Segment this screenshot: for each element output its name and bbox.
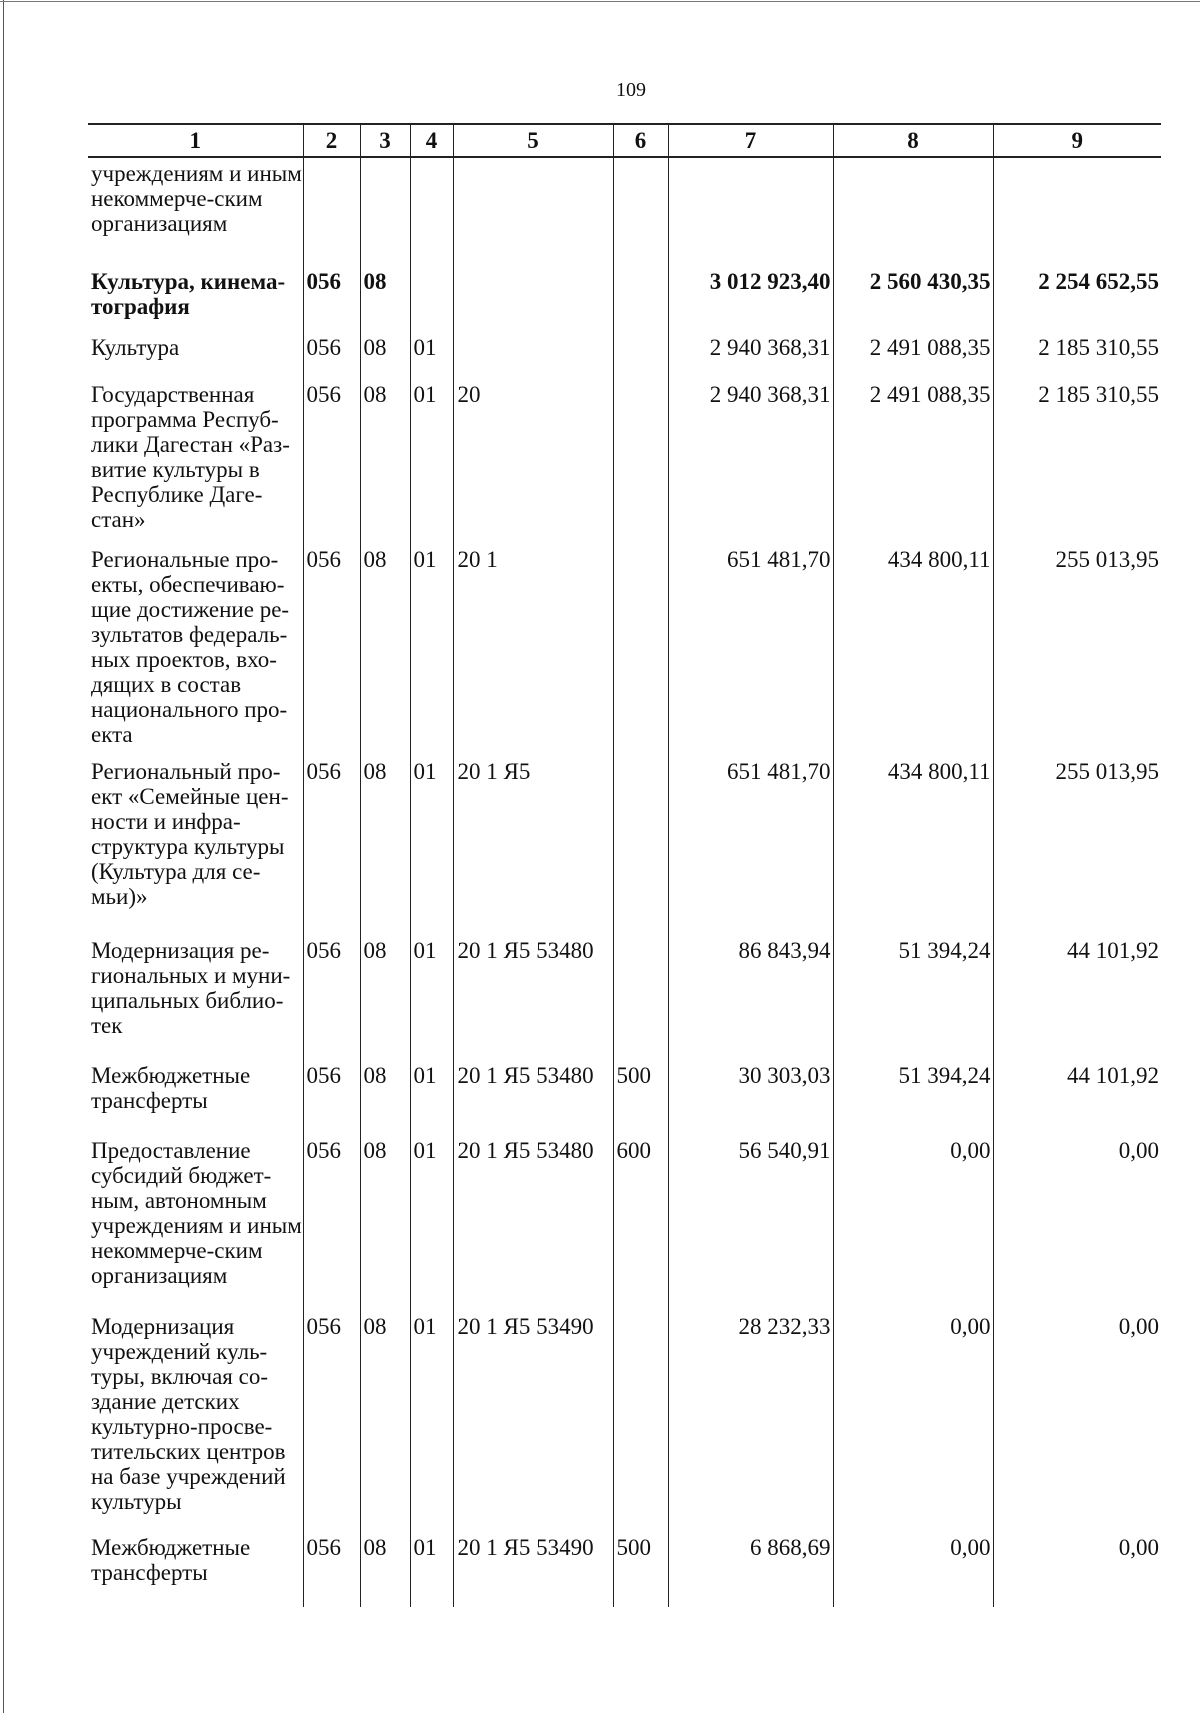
- row-expense-type: [613, 747, 668, 927]
- table-row: [88, 1523, 1161, 1607]
- row-amount-year-1: 3 012 923,40: [668, 265, 833, 329]
- row-amount-year-3: 44 101,92: [993, 927, 1161, 1052]
- row-name: Межбюджетные трансферты: [91, 1063, 251, 1113]
- row-amount-year-2: 0,00: [833, 1302, 993, 1523]
- row-section-code: 08: [360, 376, 410, 537]
- table-row: [88, 1302, 1161, 1523]
- row-ministry-code: 056: [303, 265, 360, 329]
- row-amount-year-1: 2 940 368,31: [668, 329, 833, 376]
- row-amount-year-2: 434 800,11: [833, 747, 993, 927]
- row-name: Региональный про-ект «Семейные цен-ности и инфра-структура культуры (Культура для се-мьи)»: [91, 759, 289, 909]
- row-ministry-code: [303, 157, 360, 265]
- row-section-code: 08: [360, 1052, 410, 1129]
- row-expense-type: 500: [613, 1523, 668, 1607]
- row-amount-year-3: 2 185 310,55: [993, 376, 1161, 537]
- row-expense-type: 500: [613, 1052, 668, 1129]
- row-target-article: 20 1 Я5: [453, 747, 613, 927]
- row-section-code: 08: [360, 1129, 410, 1302]
- row-amount-year-3: 2 254 652,55: [993, 265, 1161, 329]
- row-amount-year-1: 30 303,03: [668, 1052, 833, 1129]
- row-subsection-code: [410, 157, 453, 265]
- row-amount-year-2: 434 800,11: [833, 537, 993, 747]
- row-subsection-code: 01: [410, 1523, 453, 1607]
- scan-edge-left: [3, 0, 4, 1713]
- header-col-7: 7: [668, 124, 833, 157]
- table-row: [88, 157, 1161, 265]
- row-section-code: 08: [360, 537, 410, 747]
- row-target-article: [453, 265, 613, 329]
- row-expense-type: [613, 329, 668, 376]
- row-amount-year-2: 51 394,24: [833, 1052, 993, 1129]
- row-ministry-code: 056: [303, 1129, 360, 1302]
- row-subsection-code: [410, 265, 453, 329]
- row-amount-year-3: 2 185 310,55: [993, 329, 1161, 376]
- row-target-article: 20 1 Я5 53490: [453, 1523, 613, 1607]
- row-amount-year-1: 6 868,69: [668, 1523, 833, 1607]
- row-section-code: 08: [360, 265, 410, 329]
- row-ministry-code: 056: [303, 1523, 360, 1607]
- row-amount-year-2: [833, 157, 993, 265]
- row-section-code: 08: [360, 329, 410, 376]
- row-section-code: 08: [360, 747, 410, 927]
- row-amount-year-3: 44 101,92: [993, 1052, 1161, 1129]
- row-subsection-code: 01: [410, 1052, 453, 1129]
- row-name: Модернизация учреждений куль-туры, включая со-здание детских культурно-просве-тительских центров на базе учреждений культуры: [91, 1314, 286, 1514]
- row-expense-type: [613, 537, 668, 747]
- row-subsection-code: 01: [410, 329, 453, 376]
- row-amount-year-3: 0,00: [993, 1302, 1161, 1523]
- row-ministry-code: 056: [303, 329, 360, 376]
- table-row: [88, 265, 1161, 329]
- row-target-article: 20 1 Я5 53480: [453, 1129, 613, 1302]
- row-amount-year-2: 51 394,24: [833, 927, 993, 1052]
- row-name: Межбюджетные трансферты: [91, 1535, 251, 1585]
- row-amount-year-3: 0,00: [993, 1523, 1161, 1607]
- row-amount-year-2: 0,00: [833, 1523, 993, 1607]
- row-amount-year-1: 56 540,91: [668, 1129, 833, 1302]
- row-ministry-code: 056: [303, 1052, 360, 1129]
- table-row: [88, 927, 1161, 1052]
- table-row: [88, 747, 1161, 927]
- row-expense-type: [613, 265, 668, 329]
- row-target-article: 20 1 Я5 53480: [453, 1052, 613, 1129]
- row-expense-type: [613, 157, 668, 265]
- row-name: Модернизация ре-гиональных и муни-ципальных библио-тек: [91, 938, 291, 1038]
- row-subsection-code: 01: [410, 1302, 453, 1523]
- row-amount-year-1: 2 940 368,31: [668, 376, 833, 537]
- row-ministry-code: 056: [303, 747, 360, 927]
- table-row: [88, 329, 1161, 376]
- row-ministry-code: 056: [303, 927, 360, 1052]
- row-target-article: 20: [453, 376, 613, 537]
- row-subsection-code: 01: [410, 1129, 453, 1302]
- row-ministry-code: 056: [303, 1302, 360, 1523]
- row-amount-year-1: [668, 157, 833, 265]
- row-amount-year-3: 255 013,95: [993, 747, 1161, 927]
- row-name: Региональные про-екты, обеспечиваю-щие достижение ре-зультатов федераль-ных проектов, вхо-дящих в состав национального про-екта: [91, 547, 290, 747]
- row-expense-type: [613, 927, 668, 1052]
- header-col-5: 5: [453, 124, 613, 157]
- row-ministry-code: 056: [303, 376, 360, 537]
- header-col-3: 3: [360, 124, 410, 157]
- table-row: [88, 376, 1161, 537]
- row-target-article: 20 1: [453, 537, 613, 747]
- row-amount-year-2: 2 491 088,35: [833, 376, 993, 537]
- row-amount-year-2: 0,00: [833, 1129, 993, 1302]
- row-target-article: [453, 157, 613, 265]
- row-section-code: 08: [360, 1523, 410, 1607]
- header-col-8: 8: [833, 124, 993, 157]
- row-target-article: [453, 329, 613, 376]
- header-row: [88, 124, 1161, 157]
- header-col-9: 9: [993, 124, 1161, 157]
- row-amount-year-3: [993, 157, 1161, 265]
- row-amount-year-3: 0,00: [993, 1129, 1161, 1302]
- table-row: [88, 1129, 1161, 1302]
- budget-table: [88, 123, 1161, 1607]
- table-row: [88, 537, 1161, 747]
- row-section-code: [360, 157, 410, 265]
- header-col-6: 6: [613, 124, 668, 157]
- row-amount-year-2: 2 491 088,35: [833, 329, 993, 376]
- row-subsection-code: 01: [410, 747, 453, 927]
- header-col-2: 2: [303, 124, 360, 157]
- page-number: 109: [616, 79, 646, 101]
- row-amount-year-1: 651 481,70: [668, 747, 833, 927]
- row-ministry-code: 056: [303, 537, 360, 747]
- row-section-code: 08: [360, 1302, 410, 1523]
- row-amount-year-1: 651 481,70: [668, 537, 833, 747]
- row-target-article: 20 1 Я5 53490: [453, 1302, 613, 1523]
- row-amount-year-2: 2 560 430,35: [833, 265, 993, 329]
- row-expense-type: [613, 376, 668, 537]
- row-target-article: 20 1 Я5 53480: [453, 927, 613, 1052]
- row-amount-year-1: 86 843,94: [668, 927, 833, 1052]
- row-subsection-code: 01: [410, 537, 453, 747]
- row-amount-year-1: 28 232,33: [668, 1302, 833, 1523]
- row-name: Предоставление субсидий бюджет-ным, автономным учреждениям и иным некоммерче-ским организациям: [91, 1138, 302, 1288]
- row-subsection-code: 01: [410, 927, 453, 1052]
- row-name: Культура: [91, 335, 180, 360]
- row-section-code: 08: [360, 927, 410, 1052]
- header-col-1: 1: [88, 124, 303, 157]
- row-expense-type: [613, 1302, 668, 1523]
- row-name: Культура, кинема-тография: [91, 269, 286, 319]
- header-col-4: 4: [410, 124, 453, 157]
- table-row: [88, 1052, 1161, 1129]
- row-amount-year-3: 255 013,95: [993, 537, 1161, 747]
- row-name: Государственная программа Респуб-лики Дагестан «Раз-витие культуры в Республике Даге-стан»: [91, 382, 290, 532]
- row-expense-type: 600: [613, 1129, 668, 1302]
- scan-edge-top: [0, 1, 1200, 2]
- row-name: учреждениям и иным некоммерче-ским организациям: [91, 161, 302, 236]
- row-subsection-code: 01: [410, 376, 453, 537]
